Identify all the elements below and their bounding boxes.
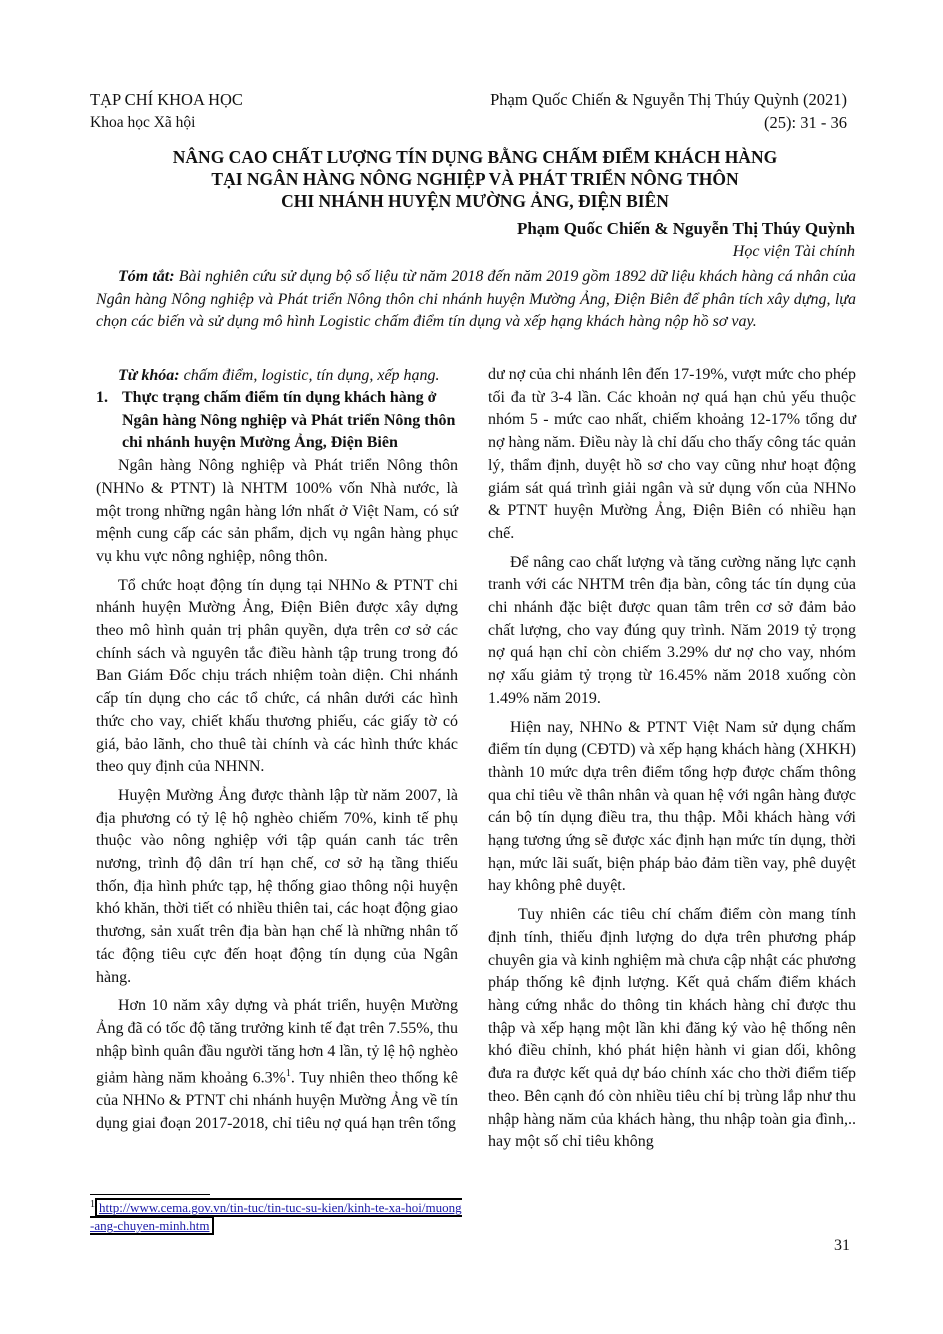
- section-heading-text: Thực trạng chấm điểm tín dụng khách hàng ở Ngân hàng Nông nghiệp và Phát triển Nông thôn chi nhánh huyện Mường Ảng, Điện Biên: [122, 389, 456, 452]
- right-column: [488, 364, 856, 1160]
- footnote-link[interactable]: http://www.cema.gov.vn/tin-tuc/tin-tuc-su-kien/kinh-te-xa-hoi/muong-ang-chuyen-minh.htm: [90, 1200, 462, 1234]
- footnote-ref[interactable]: 1: [285, 1068, 291, 1080]
- page-number: 31: [834, 1237, 850, 1254]
- footnote-marker: 1: [90, 1199, 95, 1210]
- title-line: NÂNG CAO CHẤT LƯỢNG TÍN DỤNG BẰNG CHẤM ĐIỂM KHÁCH HÀNG: [172, 147, 778, 167]
- paragraph: [96, 995, 458, 1136]
- abstract-label: Tóm tắt:: [118, 268, 175, 285]
- paragraph: Huyện Mường Ảng được thành lập từ năm 2007, là địa phương có tỷ lệ hộ nghèo chiếm 70%, kinh tế phụ thuộc vào nông nghiệp với tập quán canh tác trên nương, trình độ dân trí hạn chế, cơ sở hạ tầng thiếu thốn, địa hình phức tạp, hệ thống giao thông nội huyện khó khăn, thời tiết có nhiều thiên tai, các hoạt động giao thương, sản xuất trên địa bàn hạn chế là những nhân tố tác động tiêu cực đến hoạt động tín dụng của Ngân hàng.: [96, 786, 458, 986]
- journal-name: TẠP CHÍ KHOA HỌC: [90, 90, 243, 109]
- section-heading: [96, 387, 458, 455]
- keywords-text: chấm điểm, logistic, tín dụng, xếp hạng.: [183, 367, 440, 384]
- left-column: [96, 387, 458, 1142]
- paragraph: Tuy nhiên các tiêu chí chấm điểm còn mang tính định tính, thiếu định lượng do dựa trên phương pháp chuyên gia và kinh nghiệm mà chưa cập nhật các phương pháp thống kê định lượng. Kết quả chấm điểm khách hàng cứng nhắc do thông tin khách hàng chỉ được thu thập và xếp hạng một lần khi đăng ký vào hệ thống nên khó điều chỉnh, khó phát hiện hành vi gian dối, không đưa ra được kết quả dự báo chính xác cho thời điểm tiếp theo. Bên cạnh đó còn nhiều tiêu chí bị trùng lắp như thu nhập hàng năm của khách hàng, thu nhập toàn gia đình,.. hay một số chỉ tiêu không: [488, 906, 856, 1151]
- paragraph: dư nợ của chi nhánh lên đến 17-19%, vượt mức cho phép tối đa từ 3-4 lần. Các khoản nợ quá hạn chủ yếu thuộc nhóm 5 - mức cao nhất, chiếm khoảng 12-17% tổng dư nợ hàng năm. Điều này là chỉ dấu cho thấy công tác quản lý, thẩm định, duyệt hồ sơ cho vay cũng như hoạt động giám sát quá trình giải ngân và sử dụng vốn của NHNo & PTNT huyện Mường Ảng, Điện Biên có nhiều hạn chế.: [488, 366, 856, 542]
- paragraph: Hiện nay, NHNo & PTNT Việt Nam sử dụng chấm điểm tín dụng (CĐTD) và xếp hạng khách hàng (XHKH) thành 10 mức dựa trên điểm tổng hợp được chấm thông qua chỉ tiêu về thân nhân và quan hệ với ngân hàng được cán bộ tín dụng điều tra, thu thập. Mỗi khách hàng với hạng tương ứng sẽ được xác định hạn mức tín dụng, thời hạn, mức lãi suất, biện pháp bảo đảm tiền vay, phê duyệt hay không phê duyệt.: [488, 718, 856, 895]
- authors: Phạm Quốc Chiến & Nguyễn Thị Thúy Quỳnh: [516, 219, 855, 238]
- paragraph-text: Hơn 10 năm xây dựng và phát triển, huyện Mường Ảng đã có tốc độ tăng trưởng kinh tế đạt trên 7.55%, thu nhập bình quân đầu người tăng hơn 4 lần, tỷ lệ hộ nghèo giảm hàng năm khoảng 6.3%: [96, 997, 458, 1087]
- section-number: 1.: [96, 389, 108, 406]
- citation-authors: Phạm Quốc Chiến & Nguyễn Thị Thúy Quỳnh (2021): [490, 90, 847, 109]
- keywords: [118, 367, 440, 385]
- paper-title: [80, 146, 870, 212]
- abstract: [96, 266, 856, 334]
- footnote: [90, 1196, 462, 1235]
- title-line: CHI NHÁNH HUYỆN MƯỜNG ẢNG, ĐIỆN BIÊN: [281, 191, 669, 211]
- abstract-text: Bài nghiên cứu sử dụng bộ số liệu từ năm 2018 đến năm 2019 gồm 1892 dữ liệu khách hàng cá nhân của Ngân hàng Nông nghiệp và Phát triển Nông thôn chi nhánh huyện Mường Ảng, Điện Biên để phân tích xây dựng, lựa chọn các biến và sử dụng mô hình Logistic chấm điểm tín dụng và xếp hạng khách hàng nộp hồ sơ vay.: [96, 268, 857, 330]
- paragraph: Ngân hàng Nông nghiệp và Phát triển Nông thôn (NHNo & PTNT) là NHTM 100% vốn Nhà nước, là một trong những ngân hàng lớn nhất ở Việt Nam, có sứ mệnh cung cấp các sản phẩm, dịch vụ ngân hàng phục vụ khu vực nông nghiệp, nông thôn.: [96, 457, 458, 565]
- journal-section: Khoa học Xã hội: [90, 114, 196, 131]
- affiliation: Học viện Tài chính: [732, 243, 855, 260]
- paragraph: Tổ chức hoạt động tín dụng tại NHNo & PTNT chi nhánh huyện Mường Ảng, Điện Biên được xây dựng theo mô hình quản trị phân quyền, dựa trên cơ sở các chính sách và nguyên tắc điều hành tập trung trong đó Ban Giám Đốc chịu trách nhiệm toàn diện. Chi nhánh cấp tín dụng cho các tổ chức, cá nhân dưới các hình thức cho vay, chiết khấu thương phiếu, các giấy tờ có giá, bảo lãnh, cho thuê tài chính và các hình thức khác theo quy định của NHNN.: [96, 576, 458, 776]
- paragraph-text: . Tuy nhiên theo thống kê của NHNo & PTNT chi nhánh huyện Mường Ảng về tín dụng giai đoạn 2017-2018, chỉ tiêu nợ quá hạn trên tổng: [96, 1069, 459, 1133]
- keywords-label: Từ khóa:: [118, 367, 180, 384]
- title-line: TẠI NGÂN HÀNG NÔNG NGHIỆP VÀ PHÁT TRIỂN NÔNG THÔN: [211, 169, 739, 189]
- paragraph: Để nâng cao chất lượng và tăng cường năng lực cạnh tranh với các NHTM trên địa bàn, công tác tín dụng của chi nhánh đặc biệt được quan tâm trên cơ sở đảm bảo chất lượng, cho vay đúng quy trình. Năm 2019 tỷ trọng nợ quá hạn chỉ còn chiếm 3.29% dư nợ cho vay, nhóm nợ xấu giảm tỷ trọng từ 16.45% năm 2018 xuống còn 1.49% năm 2019.: [488, 553, 856, 707]
- footnote-divider: [90, 1194, 210, 1195]
- citation-pages: (25): 31 - 36: [764, 113, 847, 132]
